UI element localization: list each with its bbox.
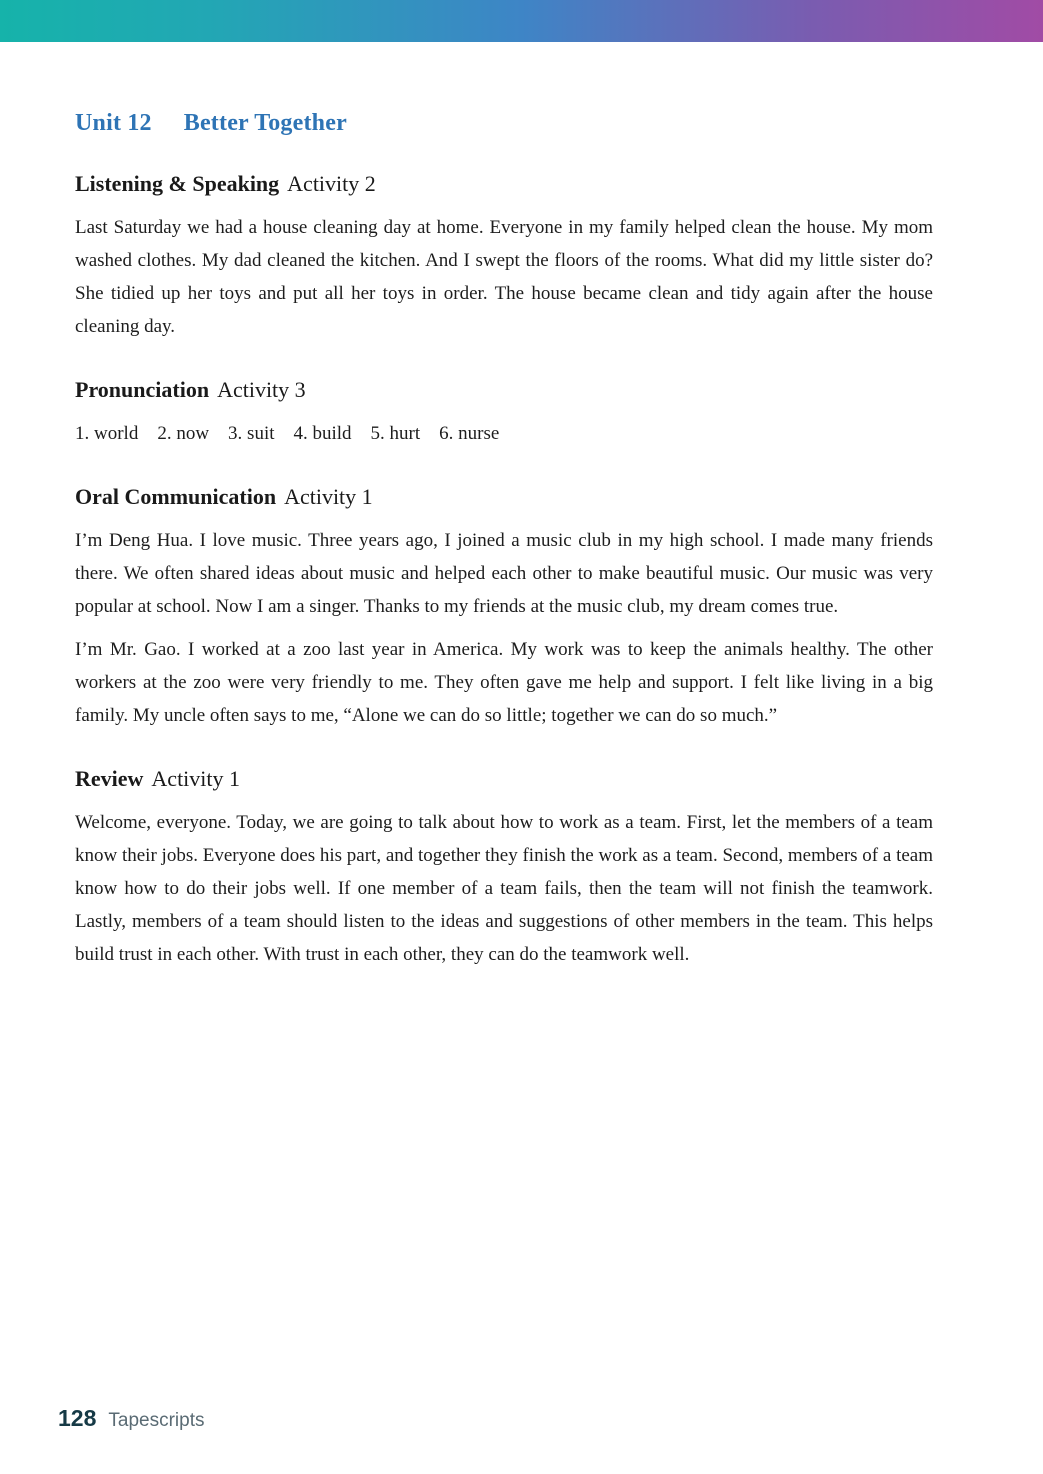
section-heading	[75, 484, 933, 510]
paragraph: I’m Deng Hua. I love music. Three years ago, I joined a music club in my high school. I made many friends there. We often shared ideas about music and helped each other to make beautiful music. Our music was very popular at school. Now I am a singer. Thanks to my friends at the music club, my dream comes true.	[75, 530, 933, 617]
unit-name: Better Together	[183, 110, 347, 136]
paragraph: I’m Mr. Gao. I worked at a zoo last year in America. My work was to keep the animals healthy. The other workers at the zoo were very friendly to me. They often gave me help and support. I felt like living in a big family. My uncle often says to me, “Alone we can do so little; together we can do so much.”	[75, 639, 933, 726]
section-listening-speaking	[75, 171, 933, 343]
section-activity-label: Activity 2	[287, 171, 376, 196]
section-activity-label: Activity 1	[151, 766, 241, 791]
section-heading	[75, 766, 933, 792]
section-title: Listening & Speaking	[75, 171, 280, 196]
section-title: Oral Communication	[75, 484, 277, 509]
header-gradient-bar	[0, 0, 1043, 42]
paragraph: Last Saturday we had a house cleaning day at home. Everyone in my family helped clean the house. My mom washed clothes. My dad cleaned the kitchen. And I swept the floors of the rooms. What did my little sister do? She tidied up her toys and put all her toys in order. The house became clean and tidy again after the house cleaning day.	[75, 217, 933, 337]
section-activity-label: Activity 3	[217, 377, 306, 402]
page-footer	[58, 1405, 204, 1432]
unit-title	[75, 110, 933, 137]
section-title: Review	[75, 766, 144, 791]
section-pronunciation	[75, 377, 933, 450]
page-number: 128	[58, 1405, 97, 1431]
section-review	[75, 766, 933, 971]
section-heading	[75, 171, 933, 197]
section-oral-communication	[75, 484, 933, 732]
pronunciation-items: 1. world 2. now 3. suit 4. build 5. hurt 6. nurse	[75, 423, 500, 444]
footer-label: Tapescripts	[108, 1410, 205, 1431]
page-content	[75, 42, 933, 981]
paragraph: Welcome, everyone. Today, we are going to talk about how to work as a team. First, let the members of a team know their jobs. Everyone does his part, and together they finish the work as a team. Second, members of a team know how to do their jobs well. If one member of a team fails, then the team will not finish the teamwork. Lastly, members of a team should listen to the ideas and suggestions of other members in the team. This helps build trust in each other. With trust in each other, they can do the teamwork well.	[75, 812, 933, 965]
section-heading	[75, 377, 933, 403]
unit-number: Unit 12	[75, 110, 152, 136]
section-title: Pronunciation	[75, 377, 210, 402]
section-activity-label: Activity 1	[284, 484, 373, 509]
